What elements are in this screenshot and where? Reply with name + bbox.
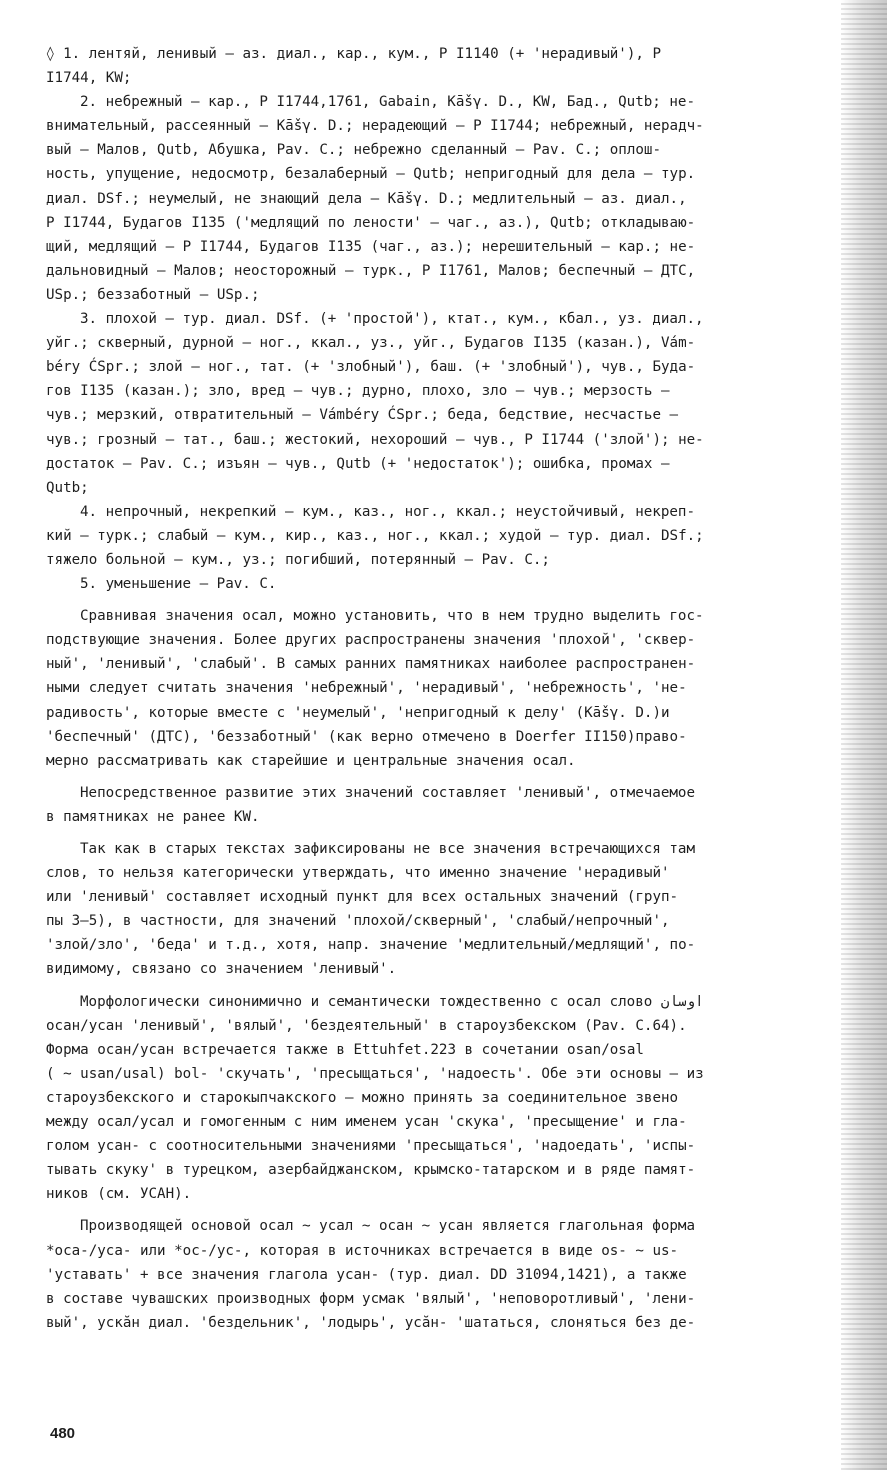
text-line: в составе чувашских производных форм усмак 'вялый', 'неповоротливый', 'лени-	[46, 1290, 696, 1307]
text-line: слов, то нельзя категорически утверждать, что именно значение 'нерадивый'	[46, 865, 670, 882]
text-line: видимому, связано со значением 'ленивый'.	[46, 961, 397, 978]
text-line: тывать скуку' в турецком, азербайджанском, крымско-татарском и в ряде памят-	[46, 1162, 696, 1179]
text-line: вый – Малов, Qutb, Абушка, Pav. C.; небрежно сделанный – Pav. C.; оплош-	[46, 142, 661, 159]
text-line: USp.; беззаботный – USp.;	[46, 286, 260, 303]
text-line: I1744, KW;	[46, 70, 132, 87]
text-line: мерно рассматривать как старейшие и центральные значения осал.	[46, 752, 576, 769]
text-line: осан/усан 'ленивый', 'вялый', 'бездеятельный' в староузбекском (Pav. C.64).	[46, 1017, 687, 1034]
text-line: Производящей основой осал ~ усал ~ осан ~ усан является глагольная форма	[80, 1218, 695, 1235]
text-line: чув.; грозный – тат., баш.; жестокий, нехороший – чув., Р I1744 ('злой'); не-	[46, 431, 704, 448]
text-line: гов I135 (казан.); зло, вред – чув.; дурно, плохо, зло – чув.; мерзость –	[46, 383, 670, 400]
paragraph-development	[46, 781, 856, 829]
page-number: 480	[50, 1425, 76, 1442]
paragraph-texts	[46, 837, 856, 982]
text-line: чув.; мерзкий, отвратительный – Vámbéry ĆSpr.; беда, бедствие, несчастье –	[46, 407, 679, 424]
text-line: подствующие значения. Более других распространены значения 'плохой', 'сквер-	[46, 632, 696, 649]
text-line: диал. DSf.; неумелый, не знающий дела – Kāšγ. D.; медлительный – аз. диал.,	[46, 190, 687, 207]
text-line: béry ĆSpr.; злой – ног., тат. (+ 'злобный'), баш. (+ 'злобный'), чув., Буда-	[46, 359, 696, 376]
text-line: дальновидный – Малов; неосторожный – турк., Р I1761, Малов; беспечный – ДТС,	[46, 262, 696, 279]
text-line: ность, упущение, недосмотр, безалаберный – Qutb; непригодный для дела – тур.	[46, 166, 696, 183]
text-line: ный', 'ленивый', 'слабый'. В самых ранних памятниках наиболее распространен-	[46, 656, 696, 673]
text-line: пы 3–5), в частности, для значений 'плохой/скверный', 'слабый/непрочный',	[46, 913, 670, 930]
text-line: Так как в старых текстах зафиксированы не все значения встречающихся там	[80, 841, 695, 857]
text-line: внимательный, рассеянный – Kāšγ. D.; нерадеющий – Р I1744; небрежный, нерадч-	[46, 118, 704, 135]
text-line: Морфологически синонимично и семантически тождественно с осал слово اوسان	[80, 993, 704, 1010]
text-line: Qutb;	[46, 479, 89, 496]
text-line: *оса-/уса- или *ос-/ус-, которая в источниках встречается в виде os- ~ us-	[46, 1242, 679, 1259]
text-line: радивость', которые вместе с 'неумелый', 'непригодный к делу' (Kāšγ. D.)и	[46, 704, 670, 721]
text-line: ников (см. УСАН).	[46, 1186, 192, 1203]
entry-sense-2	[46, 90, 856, 307]
paragraph-morphology	[46, 990, 856, 1207]
entry-sense-1	[46, 42, 856, 90]
entry-sense-5	[46, 572, 856, 596]
text-line: 'злой/зло', 'беда' и т.д., хотя, напр. значение 'медлительный/медлящий', по-	[46, 937, 696, 954]
text-line: 'уставать' + все значения глагола усан- (тур. диал. DD 31094,1421), а также	[46, 1266, 687, 1283]
text-line: между осал/усал и гомогенным с ним именем усан 'скука', 'пресыщение' и гла-	[46, 1114, 687, 1131]
text-line: уйг.; скверный, дурной – ног., ккал., уз., уйг., Будагов I135 (казан.), Vám-	[46, 335, 696, 352]
text-line: 5. уменьшение – Pav. C.	[80, 576, 277, 593]
dictionary-entry-body	[46, 42, 856, 1335]
text-line: ными следует считать значения 'небрежный', 'нерадивый', 'небрежность', 'не-	[46, 680, 687, 697]
text-line: 4. непрочный, некрепкий – кум., каз., ног., ккал.; неустойчивый, некреп-	[80, 503, 695, 520]
entry-sense-4	[46, 500, 856, 572]
entry-sense-3	[46, 307, 856, 500]
text-line: Непосредственное развитие этих значений составляет 'ленивый', отмечаемое	[80, 784, 695, 801]
text-line: в памятниках не ранее KW.	[46, 808, 260, 825]
text-line: ( ~ usan/usal) bol- 'скучать', 'пресыщаться', 'надоесть'. Обе эти основы – из	[46, 1065, 704, 1082]
text-line: вый', ускăн диал. 'бездельник', 'лодырь', усăн- 'шататься, слоняться без де-	[46, 1314, 696, 1331]
text-line: 3. плохой – тур. диал. DSf. (+ 'простой'), ктат., кум., кбал., уз. диал.,	[80, 311, 704, 328]
text-line: кий – турк.; слабый – кум., кир., каз., ног., ккал.; худой – тур. диал. DSf.;	[46, 527, 704, 544]
text-line: староузбекского и старокыпчакского – можно принять за соединительное звено	[46, 1089, 679, 1106]
text-line: 'беспечный' (ДТС), 'беззаботный' (как верно отмечено в Doerfer II150)правο-	[46, 728, 687, 745]
text-line: Сравнивая значения осал, можно установить, что в нем трудно выделить гос-	[80, 608, 704, 625]
paragraph-derivation	[46, 1214, 856, 1334]
text-line: 2. небрежный – кар., Р I1744,1761, Gabain, Kāšγ. D., KW, Бад., Qutb; не-	[80, 94, 695, 111]
text-line: Р I1744, Будагов I135 ('медлящий по лености' – чаг., аз.), Qutb; откладываю-	[46, 214, 696, 231]
paragraph-comparison	[46, 604, 856, 773]
text-line: голом усан- с соотносительными значениями 'пресыщаться', 'надоедать', 'испы-	[46, 1138, 696, 1155]
text-line: достаток – Pav. C.; изъян – чув., Qutb (+ 'недостаток'); ошибка, промах –	[46, 455, 670, 472]
text-line: Форма осан/усан встречается также в Ettuhfet.223 в сочетании osan/osal	[46, 1041, 644, 1058]
text-line: тяжело больной – кум., уз.; погибший, потерянный – Pav. C.;	[46, 551, 550, 568]
text-line: ◊ 1. лентяй, ленивый – аз. диал., кар., кум., Р I1140 (+ 'нерадивый'), Р	[46, 46, 661, 62]
text-line: щий, медлящий – Р I1744, Будагов I135 (чаг., аз.); нерешительный – кар.; не-	[46, 238, 696, 255]
text-line: или 'ленивый' составляет исходный пункт для всех остальных значений (груп-	[46, 889, 679, 906]
